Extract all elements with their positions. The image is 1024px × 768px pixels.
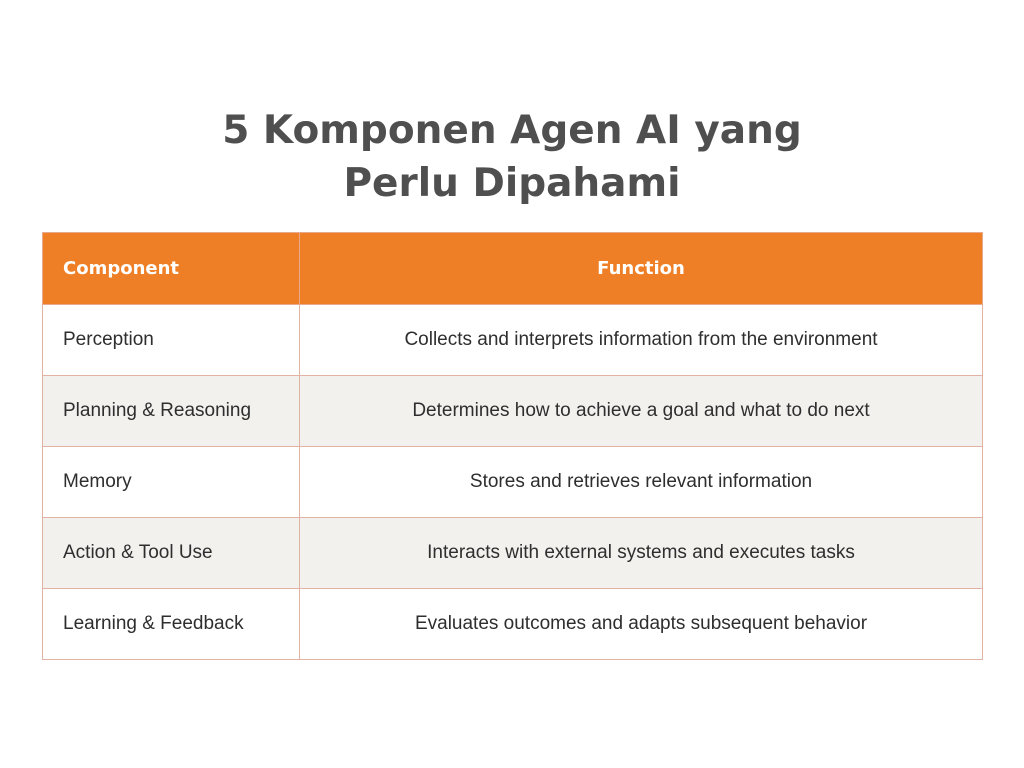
title-line-2: Perlu Dipahami xyxy=(343,161,681,207)
page-title xyxy=(0,104,1024,210)
header-component: Component xyxy=(43,233,300,305)
components-table xyxy=(42,232,983,660)
component-function: Interacts with external systems and executes tasks xyxy=(300,518,983,589)
component-name: Learning & Feedback xyxy=(43,589,300,660)
table-row xyxy=(43,518,983,589)
header-function: Function xyxy=(300,233,983,305)
component-name: Memory xyxy=(43,447,300,518)
table-header-row xyxy=(43,233,983,305)
table-row xyxy=(43,589,983,660)
component-name: Action & Tool Use xyxy=(43,518,300,589)
component-function: Stores and retrieves relevant information xyxy=(300,447,983,518)
component-function: Collects and interprets information from the environment xyxy=(300,305,983,376)
component-name: Perception xyxy=(43,305,300,376)
table-row xyxy=(43,447,983,518)
table-row xyxy=(43,376,983,447)
title-line-1: 5 Komponen Agen AI yang xyxy=(222,108,802,154)
component-name: Planning & Reasoning xyxy=(43,376,300,447)
component-function: Determines how to achieve a goal and what to do next xyxy=(300,376,983,447)
table-row xyxy=(43,305,983,376)
component-function: Evaluates outcomes and adapts subsequent behavior xyxy=(300,589,983,660)
